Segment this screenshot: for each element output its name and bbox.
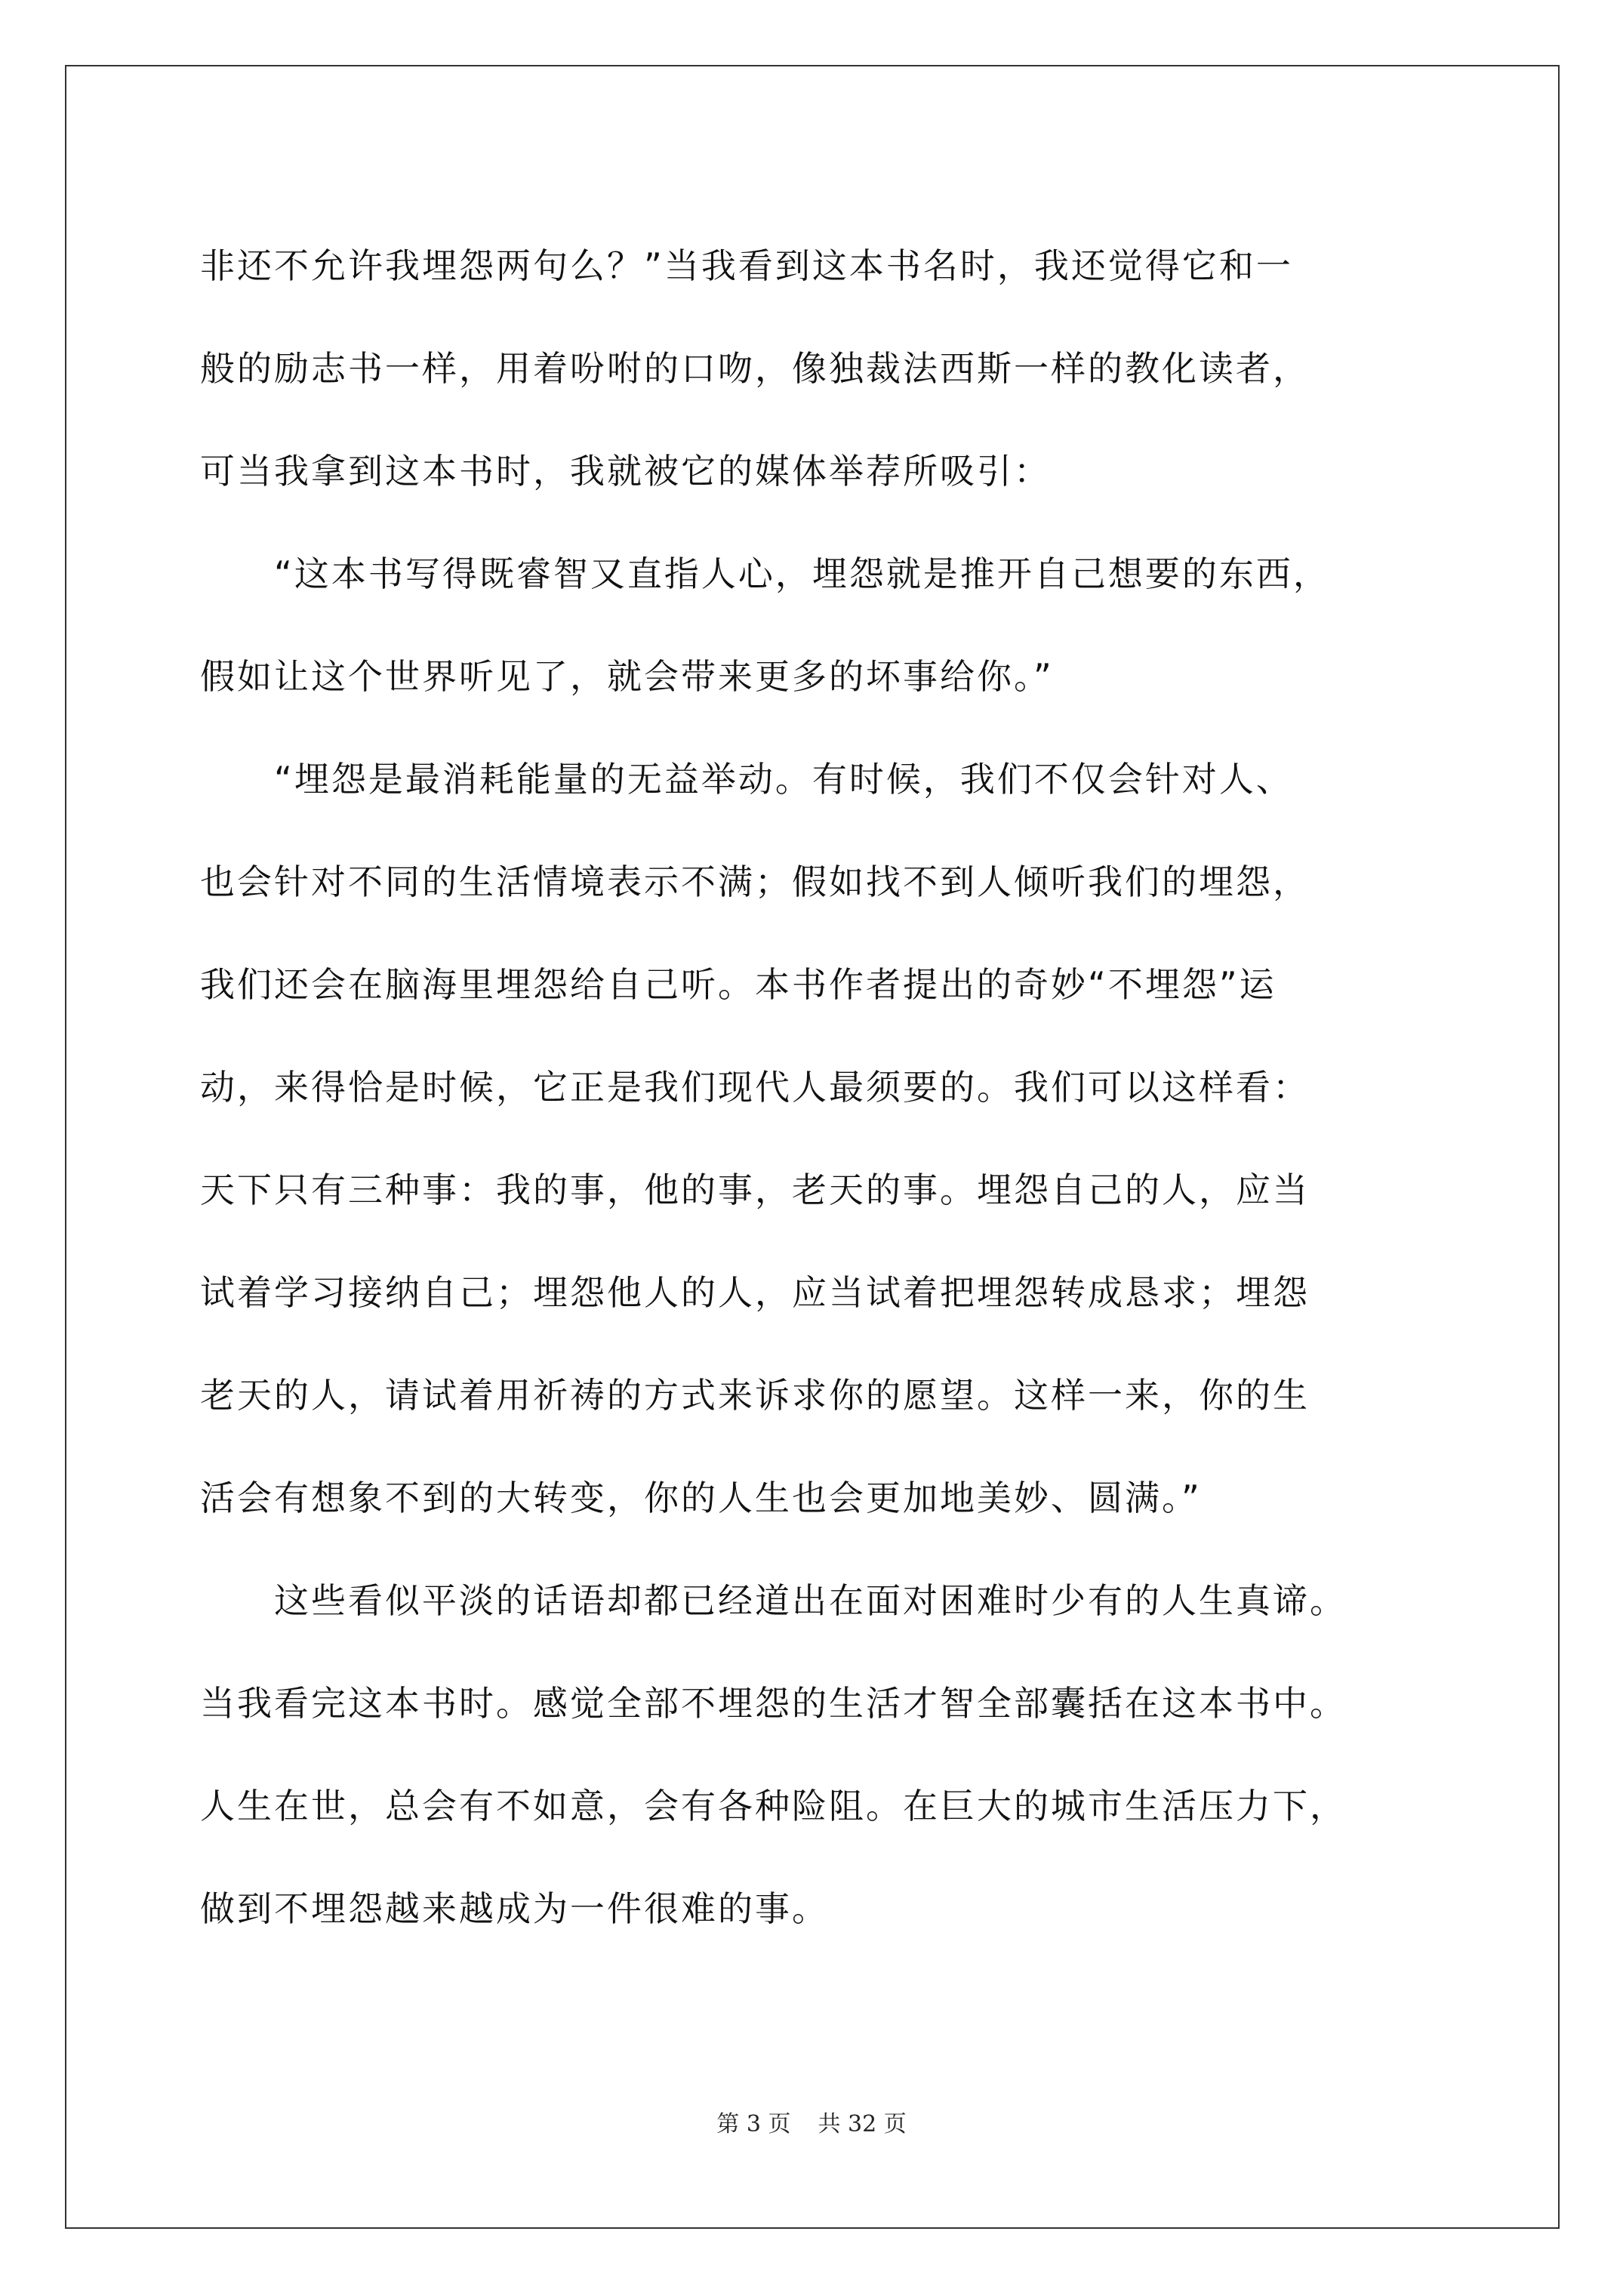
text-line: “埋怨是最消耗能量的无益举动。有时候，我们不仅会针对人、	[200, 759, 1293, 800]
text-line: 试着学习接纳自己；埋怨他人的人，应当试着把埋怨转成恳求；埋怨	[200, 1272, 1310, 1313]
text-line: 做到不埋怨越来越成为一件很难的事。	[200, 1888, 829, 1929]
text-line: 当我看完这本书时。感觉全部不埋怨的生活才智全部囊括在这本书中。	[200, 1683, 1347, 1724]
text-line: 非还不允许我埋怨两句么？”当我看到这本书名时，我还觉得它和一	[200, 245, 1293, 286]
text-line: 人生在世，总会有不如意，会有各种险阻。在巨大的城市生活压力下，	[200, 1786, 1347, 1826]
text-line: 假如让这个世界听见了，就会带来更多的坏事给你。”	[200, 656, 1054, 697]
text-line: 我们还会在脑海里埋怨给自己听。本书作者提出的奇妙“不埋怨”运	[200, 964, 1277, 1005]
page-number: 第 3 页	[716, 2111, 791, 2137]
text-line: 活会有想象不到的大转变，你的人生也会更加地美妙、圆满。”	[200, 1478, 1202, 1518]
text-line: 动，来得恰是时候，它正是我们现代人最须要的。我们可以这样看：	[200, 1067, 1310, 1108]
text-line: 天下只有三种事：我的事，他的事，老天的事。埋怨自己的人，应当	[200, 1170, 1310, 1210]
document-body	[200, 214, 1446, 1960]
page-footer	[0, 2105, 1623, 2138]
text-line: 也会针对不同的生活情境表示不满；假如找不到人倾听我们的埋怨，	[200, 861, 1310, 902]
text-line: 这些看似平淡的话语却都已经道出在面对困难时少有的人生真谛。	[200, 1580, 1347, 1621]
text-line: 可当我拿到这本书时，我就被它的媒体举荐所吸引：	[200, 451, 1051, 492]
text-line: “这本书写得既睿智又直指人心，埋怨就是推开自己想要的东西，	[200, 553, 1330, 594]
text-line: 般的励志书一样，用着吩咐的口吻，像独裁法西斯一样的教化读者，	[200, 348, 1310, 389]
page-total: 共 32 页	[818, 2111, 907, 2137]
text-line: 老天的人，请试着用祈祷的方式来诉求你的愿望。这样一来，你的生	[200, 1375, 1310, 1416]
